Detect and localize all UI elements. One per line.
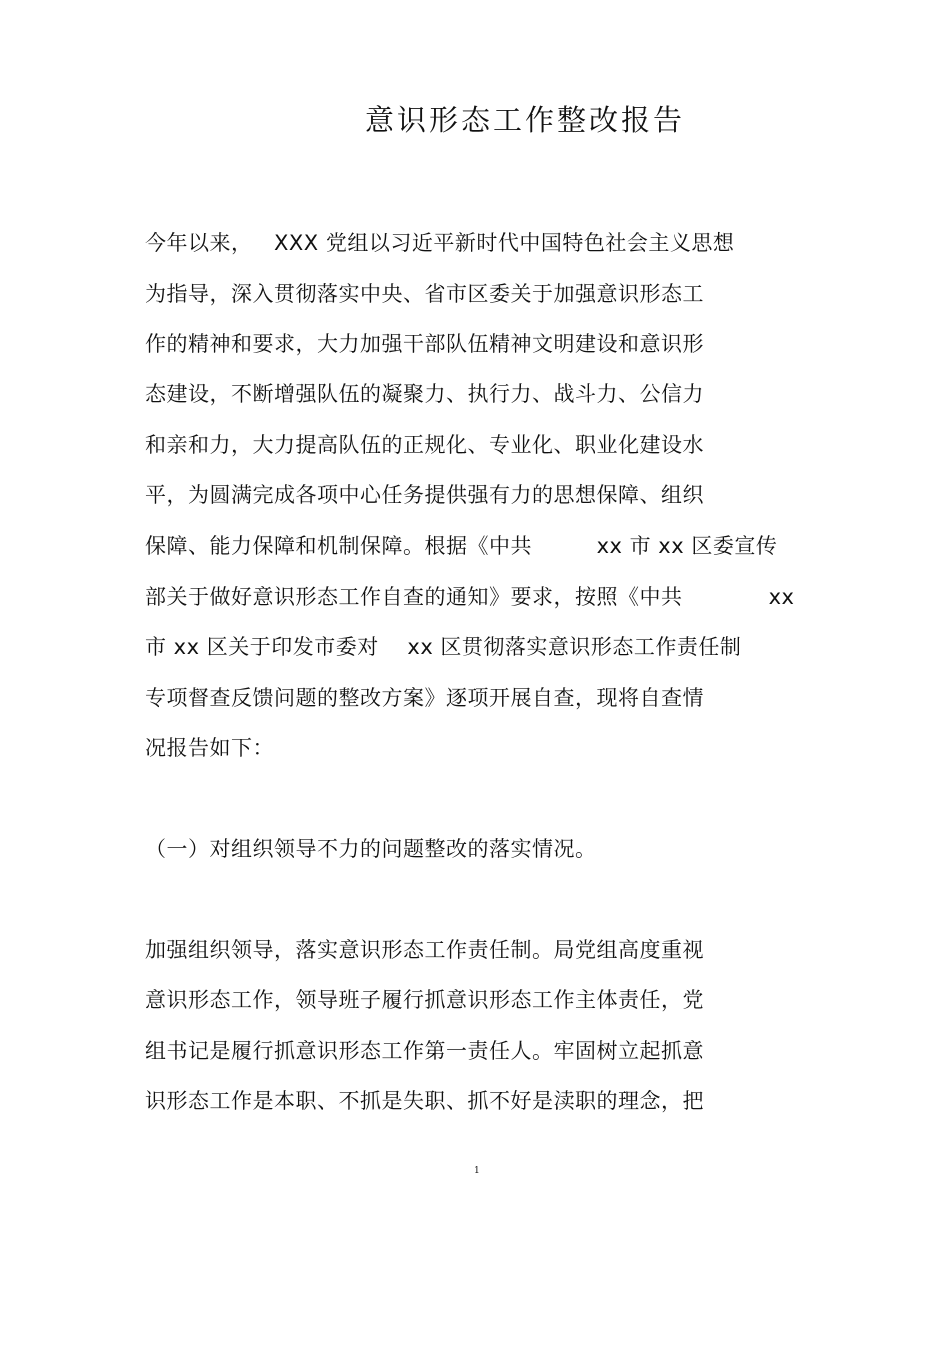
paragraph-line: 意识形态工作，领导班子履行抓意识形态工作主体责任，党	[145, 988, 704, 1012]
page-number: 1	[474, 1166, 480, 1176]
paragraph-line: 平，为圆满完成各项中心任务提供强有力的思想保障、组织	[145, 483, 704, 507]
document-title: 意识形态工作整改报告	[364, 103, 685, 137]
paragraph-line: 专项督查反馈问题的整改方案》逐项开展自查，现将自查情	[145, 686, 704, 710]
paragraph-line: 况报告如下：	[145, 736, 274, 760]
paragraph-line: 保障、能力保障和机制保障。根据《中共 xx 市 xx 区委宣传	[145, 534, 778, 558]
paragraph-line: 态建设，不断增强队伍的凝聚力、执行力、战斗力、公信力	[145, 382, 704, 406]
paragraph-line: 加强组织领导，落实意识形态工作责任制。局党组高度重视	[145, 938, 704, 962]
paragraph-line: 和亲和力，大力提高队伍的正规化、专业化、职业化建设水	[145, 433, 704, 457]
paragraph-line: 识形态工作是本职、不抓是失职、抓不好是渎职的理念，把	[145, 1089, 704, 1113]
paragraph-line: 市 xx 区关于印发市委对 xx 区贯彻落实意识形态工作责任制	[145, 635, 742, 659]
paragraph-line: 作的精神和要求，大力加强干部队伍精神文明建设和意识形	[145, 332, 704, 356]
section-heading: （一）对组织领导不力的问题整改的落实情况。	[145, 837, 597, 861]
paragraph-line: 部关于做好意识形态工作自查的通知》要求，按照《中共 xx	[145, 585, 795, 609]
paragraph-line: 组书记是履行抓意识形态工作第一责任人。牢固树立起抓意	[145, 1039, 704, 1063]
paragraph-line: 今年以来， XXX 党组以习近平新时代中国特色社会主义思想	[145, 231, 735, 255]
paragraph-line: 为指导，深入贯彻落实中央、省市区委关于加强意识形态工	[145, 282, 704, 306]
